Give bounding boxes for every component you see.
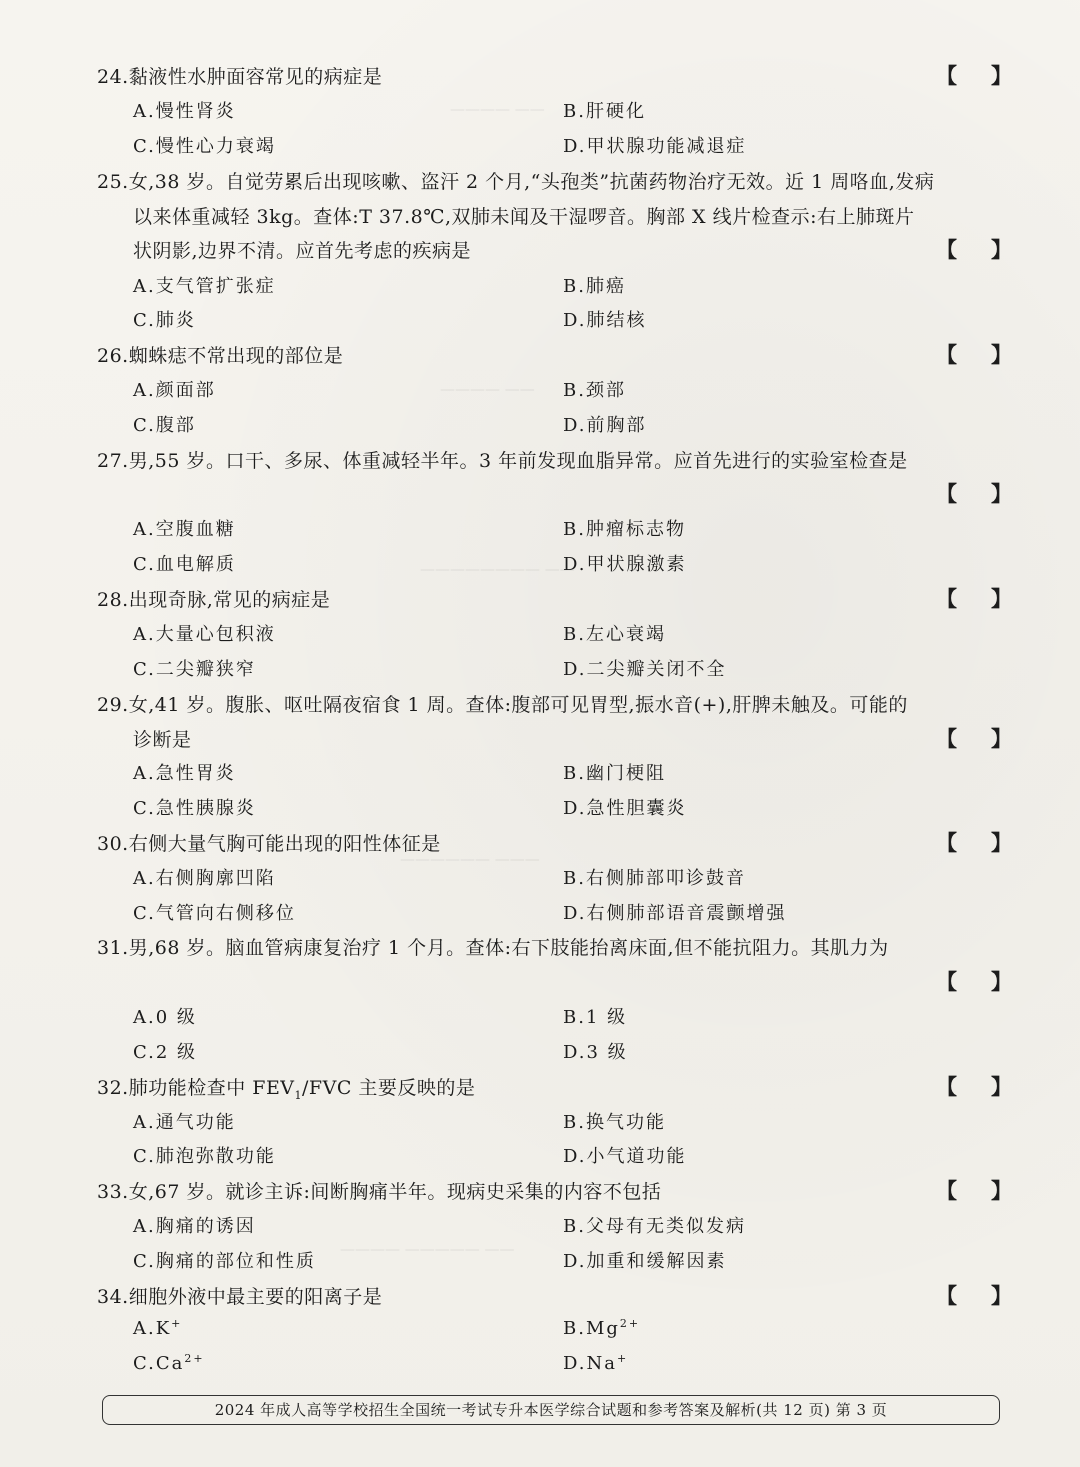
question-33-option-a: A.胸痛的诱因 (133, 1216, 256, 1237)
bleed-through-text: ———— —— (450, 100, 545, 118)
question-29-option-b: B.幽门梗阻 (563, 763, 666, 784)
question-27-option-c: C.血电解质 (133, 554, 236, 575)
question-33-option-d: D.加重和缓解因素 (563, 1251, 727, 1272)
question-26-option-a: A.颜面部 (133, 380, 216, 401)
question-26-option-c: C.腹部 (133, 415, 196, 436)
question-24-option-c: C.慢性心力衰竭 (133, 136, 276, 157)
question-29-option-a: A.急性胃炎 (133, 763, 236, 784)
question-29-option-c: C.急性胰腺炎 (133, 798, 256, 819)
question-28-option-a: A.大量心包积液 (133, 624, 276, 645)
question-25-option-a: A.支气管扩张症 (133, 276, 276, 297)
question-31-option-d: D.3 级 (563, 1042, 628, 1063)
question-25-option-b: B.肺癌 (563, 276, 626, 297)
question-31-option-b: B.1 级 (563, 1007, 628, 1028)
question-30-option-d: D.右侧肺部语音震颤增强 (563, 903, 787, 924)
answer-bracket-29: 【 】 (936, 726, 1012, 751)
question-32-stem: 32.肺功能检查中 $FEV_1$/FVC 主要反映的是 (97, 1077, 476, 1102)
question-28-option-c: C.二尖瓣狭窄 (133, 659, 256, 680)
answer-bracket-34: 【 】 (936, 1283, 1012, 1308)
question-31-option-a: A.0 级 (133, 1007, 197, 1028)
question-28-option-d: D.二尖瓣关闭不全 (563, 659, 727, 680)
answer-bracket-24: 【 】 (936, 63, 1012, 88)
question-28-stem: 28.出现奇脉,常见的病症是 (97, 589, 331, 611)
answer-bracket-33: 【 】 (936, 1178, 1012, 1203)
question-26-option-d: D.前胸部 (563, 415, 647, 436)
question-27-stem: 27.男,55 岁。口干、多尿、体重减轻半年。3 年前发现血脂异常。应首先进行的实验室检查是 (97, 450, 908, 472)
question-25-stem-line-1: 25.女,38 岁。自觉劳累后出现咳嗽、盗汗 2 个月,“头孢类”抗菌药物治疗无效。近 1 周咯血,发病 (97, 171, 935, 193)
question-34-option-d: D.Na+ (563, 1352, 629, 1374)
question-30-option-a: A.右侧胸廓凹陷 (133, 868, 276, 889)
question-24-option-a: A.慢性肾炎 (133, 101, 236, 122)
question-33-option-b: B.父母有无类似发病 (563, 1216, 746, 1237)
question-34-option-c: $C.Ca^{2+}$ (133, 1352, 205, 1374)
question-30-stem: 30.右侧大量气胸可能出现的阳性体征是 (97, 833, 441, 855)
question-33-option-c: C.胸痛的部位和性质 (133, 1251, 316, 1272)
answer-bracket-30: 【 】 (936, 830, 1012, 855)
question-24-option-d: D.甲状腺功能减退症 (563, 136, 747, 157)
answer-bracket-31: 【 】 (936, 969, 1012, 994)
question-27-option-a: A.空腹血糖 (133, 519, 236, 540)
page-footer: 2024 年成人高等学校招生全国统一考试专升本医学综合试题和参考答案及解析(共 12 页) 第 3 页 (102, 1395, 1000, 1425)
question-32-option-a: A.通气功能 (133, 1112, 236, 1133)
answer-bracket-25: 【 】 (936, 237, 1012, 262)
question-34-option-a: A.K+ (133, 1317, 183, 1339)
bleed-through-text: ———— —— (440, 380, 535, 398)
answer-bracket-32: 【 】 (936, 1074, 1012, 1099)
question-28-option-b: B.左心衰竭 (563, 624, 666, 645)
bleed-through-text: —————— ——— (400, 850, 540, 868)
question-31-stem: 31.男,68 岁。脑血管病康复治疗 1 个月。查体:右下肢能抬离床面,但不能抗阻力。其肌力为 (97, 937, 889, 959)
question-32-option-d: D.小气道功能 (563, 1146, 687, 1167)
answer-bracket-26: 【 】 (936, 342, 1012, 367)
answer-bracket-28: 【 】 (936, 586, 1012, 611)
question-29-option-d: D.急性胆囊炎 (563, 798, 687, 819)
question-25-option-d: D.肺结核 (563, 310, 647, 331)
question-24-stem: 24.黏液性水肿面容常见的病症是 (97, 66, 383, 88)
question-24-option-b: B.肝硬化 (563, 101, 646, 122)
bleed-through-text: ———————— —— (420, 560, 575, 578)
question-25-stem-line-3: 状阴影,边界不清。应首先考虑的疾病是 (133, 240, 472, 262)
question-30-option-c: C.气管向右侧移位 (133, 903, 296, 924)
question-31-option-c: C.2 级 (133, 1042, 198, 1063)
question-26-stem: 26.蜘蛛痣不常出现的部位是 (97, 345, 344, 367)
question-25-option-c: C.肺炎 (133, 310, 196, 331)
question-27-option-b: B.肿瘤标志物 (563, 519, 686, 540)
question-32-option-b: B.换气功能 (563, 1112, 666, 1133)
question-27-option-d: D.甲状腺激素 (563, 554, 687, 575)
question-33-stem: 33.女,67 岁。就诊主诉:间断胸痛半年。现病史采集的内容不包括 (97, 1181, 662, 1203)
bleed-through-text: ———— ————— —— (340, 1240, 515, 1258)
question-25-stem-line-2: 以来体重减轻 3kg。查体:T 37.8℃,双肺未闻及干湿啰音。胸部 X 线片检查示:右上肺斑片 (133, 206, 915, 228)
question-32-option-c: C.肺泡弥散功能 (133, 1146, 276, 1167)
question-34-stem: 34.细胞外液中最主要的阳离子是 (97, 1286, 383, 1308)
question-26-option-b: B.颈部 (563, 380, 626, 401)
question-34-option-b: $B.Mg^{2+}$ (563, 1317, 641, 1339)
question-29-stem-line-2: 诊断是 (133, 729, 192, 751)
question-30-option-b: B.右侧肺部叩诊鼓音 (563, 868, 746, 889)
answer-bracket-27: 【 】 (936, 481, 1012, 506)
question-29-stem-line-1: 29.女,41 岁。腹胀、呕吐隔夜宿食 1 周。查体:腹部可见胃型,振水音(+),肝脾未触及。可能的 (97, 694, 908, 716)
